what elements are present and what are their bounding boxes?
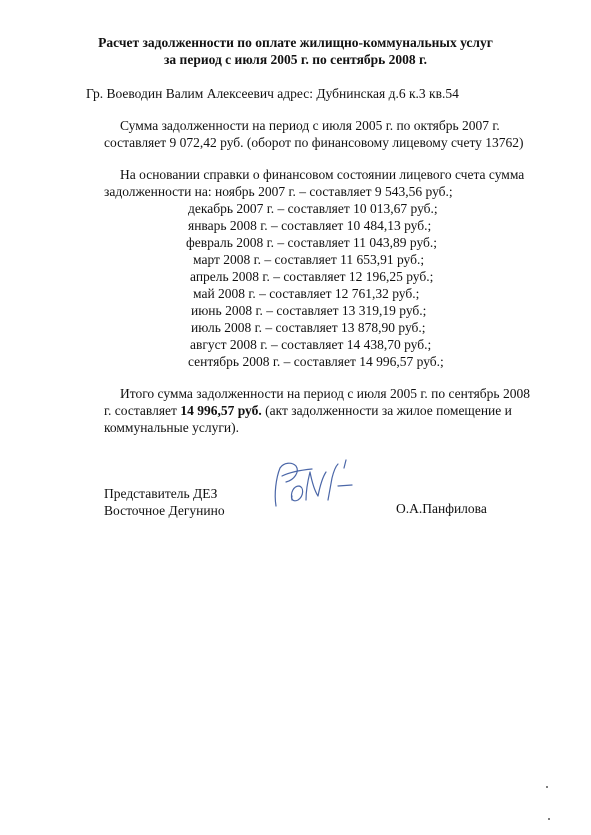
- month-item-5: апрель 2008 г. – составляет 12 196,25 руб.;: [190, 269, 434, 284]
- scan-speck: [546, 786, 548, 788]
- signer-name: О.А.Панфилова: [396, 501, 487, 516]
- handwritten-signature: [262, 456, 362, 514]
- month-item-3: февраль 2008 г. – составляет 11 043,89 руб.;: [186, 235, 438, 250]
- month-item-2: январь 2008 г. – составляет 10 484,13 руб.;: [188, 218, 432, 233]
- basis-prefix: задолженности на:: [104, 184, 212, 199]
- basis-line1: На основании справки о финансовом состоянии лицевого счета сумма: [120, 167, 525, 182]
- month-item-0: ноябрь 2007 г. – составляет 9 543,56 руб.;: [215, 184, 453, 199]
- signer-role-line1: Представитель ДЕЗ: [104, 486, 218, 501]
- total-line2: [104, 402, 512, 419]
- signer-role-line2: Восточное Дегунино: [104, 503, 225, 518]
- month-item-4: март 2008 г. – составляет 11 653,91 руб.;: [193, 252, 425, 267]
- document-title-line2: за период с июля 2005 г. по сентябрь 2008 г.: [164, 52, 427, 67]
- month-item-6: май 2008 г. – составляет 12 761,32 руб.;: [193, 286, 420, 301]
- month-item-7: июнь 2008 г. – составляет 13 319,19 руб.;: [191, 303, 427, 318]
- total-suffix: (акт задолженности за жилое помещение и: [261, 403, 512, 418]
- summary-line2: составляет 9 072,42 руб. (оборот по финансовому лицевому счету 13762): [104, 135, 524, 150]
- month-item-9: август 2008 г. – составляет 14 438,70 руб.;: [190, 337, 432, 352]
- summary-line1: Сумма задолженности на период с июля 2005 г. по октябрь 2007 г.: [120, 118, 500, 133]
- scan-speck: [548, 818, 550, 820]
- month-item-10: сентябрь 2008 г. – составляет 14 996,57 руб.;: [188, 354, 444, 369]
- tenant-line: Гр. Воеводин Валим Алексеевич адрес: Дубнинская д.6 к.3 кв.54: [86, 86, 459, 101]
- total-line3: коммунальные услуги).: [104, 420, 239, 435]
- basis-line2: [104, 183, 453, 200]
- total-amount: 14 996,57 руб.: [180, 403, 262, 418]
- total-prefix: г. составляет: [104, 403, 181, 418]
- month-item-1: декабрь 2007 г. – составляет 10 013,67 руб.;: [188, 201, 438, 216]
- total-line1: Итого сумма задолженности на период с июля 2005 г. по сентябрь 2008: [120, 386, 530, 401]
- month-item-8: июль 2008 г. – составляет 13 878,90 руб.;: [191, 320, 426, 335]
- document-title-line1: Расчет задолженности по оплате жилищно-коммунальных услуг: [98, 35, 493, 50]
